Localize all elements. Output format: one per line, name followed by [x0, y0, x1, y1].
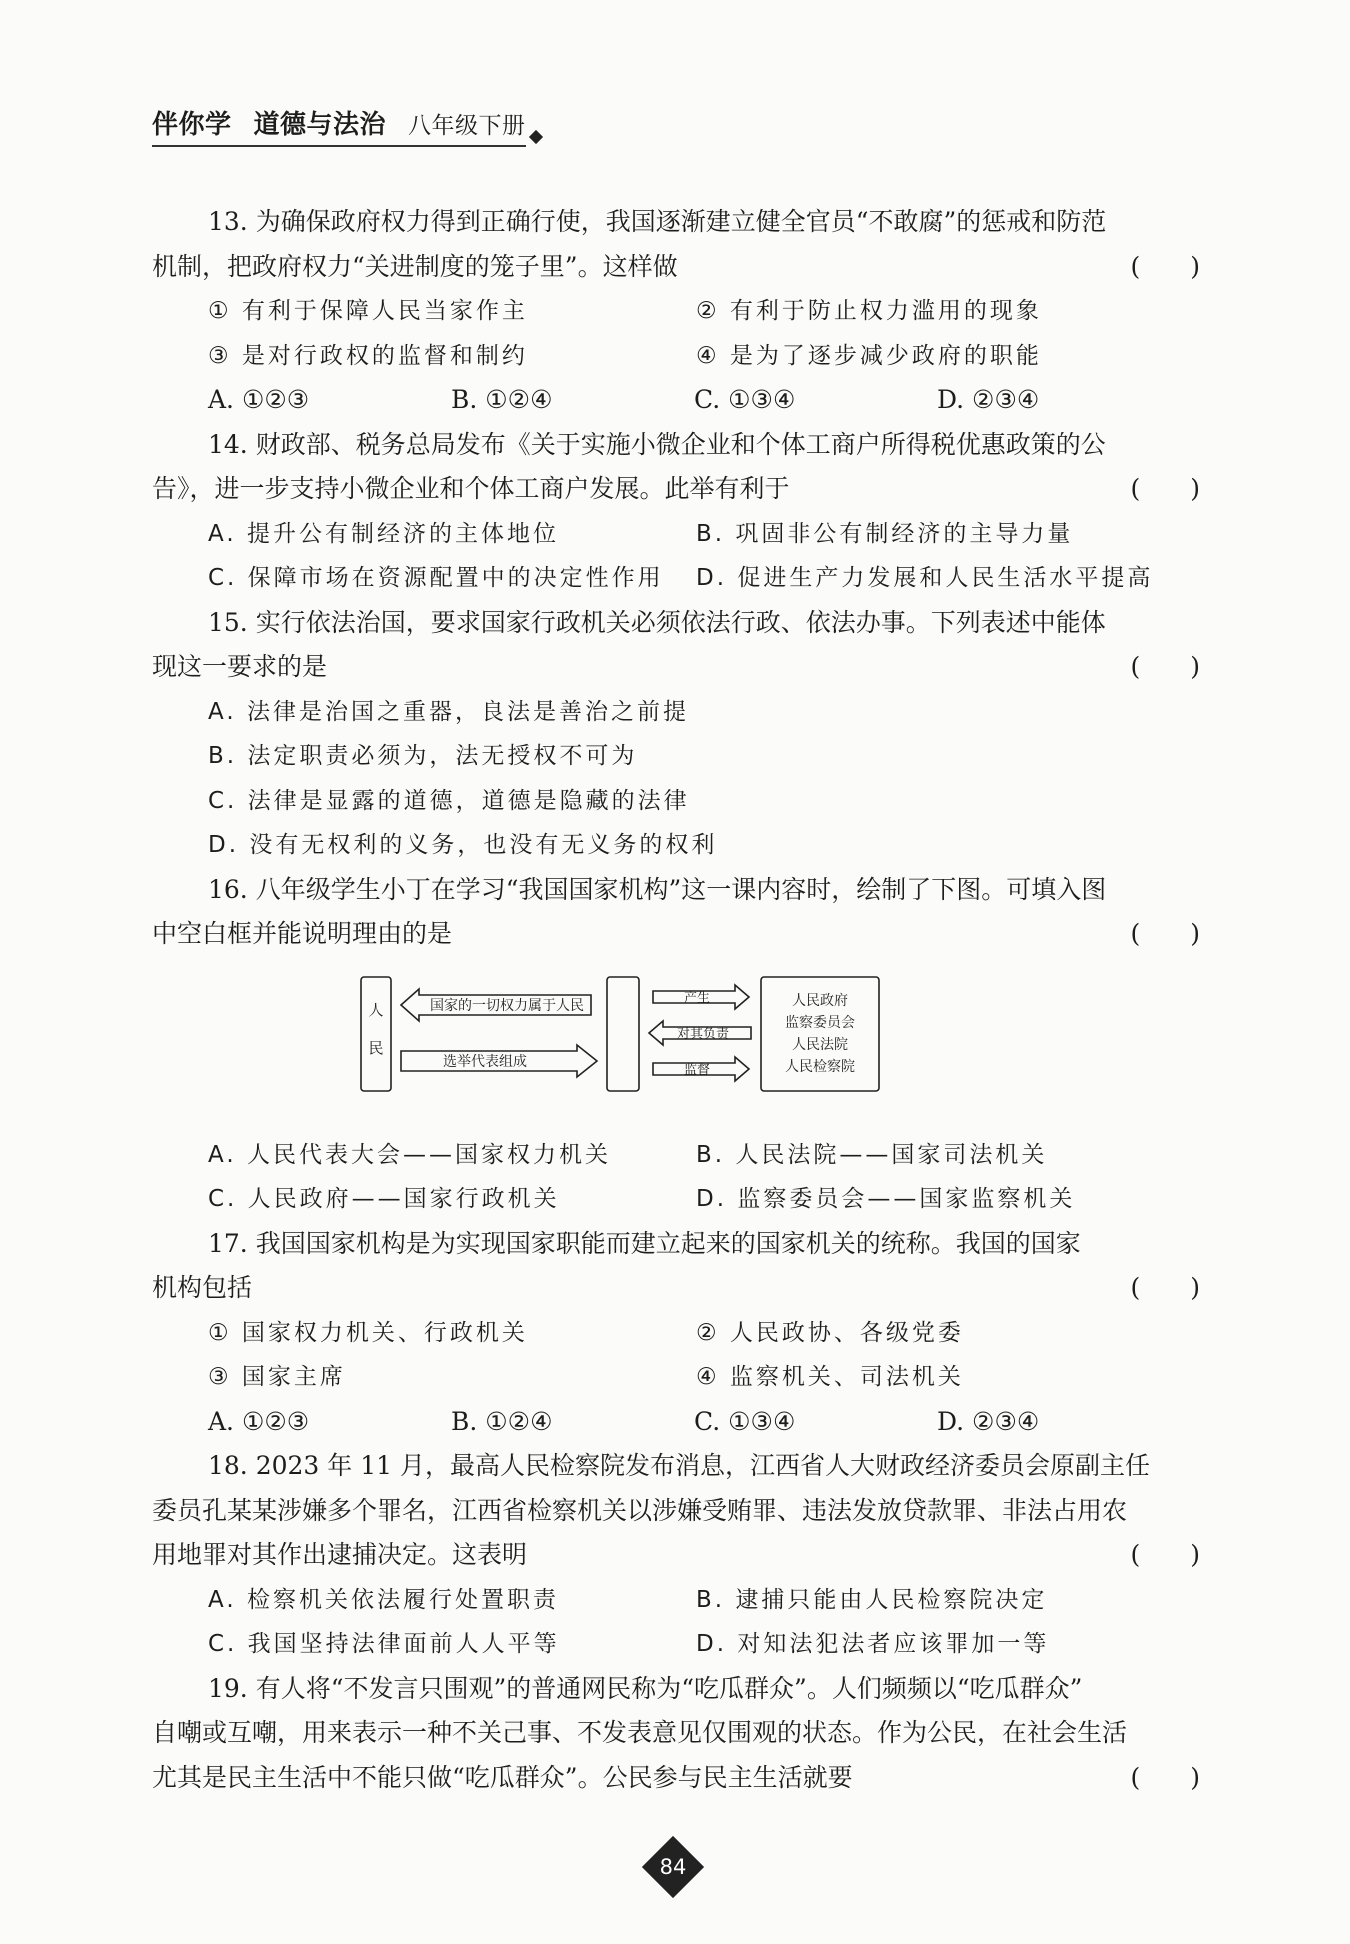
statement-item: ② 有利于防止权力滥用的现象 — [696, 298, 1042, 324]
organ-supervision: 监察委员会 — [785, 1014, 855, 1031]
produce-arrow-label: 产生 — [683, 990, 711, 1006]
choice-row — [152, 556, 1202, 601]
choice-d: D. 促进生产力发展和人民生活水平提高 — [696, 565, 1154, 591]
choice-d: D. 对知法犯法者应该罪加一等 — [696, 1631, 1050, 1657]
choice-d: D. ②③④ — [937, 1406, 1040, 1436]
question-17 — [152, 1222, 1202, 1445]
question-text-line: 机制，把政府权力“关进制度的笼子里”。这样做 ( ) — [152, 245, 1202, 290]
choice-b: B. 巩固非公有制经济的主导力量 — [696, 520, 1074, 547]
question-text: 15. 实行依法治国，要求国家行政机关必须依法行政、依法办事。下列表述中能体 — [208, 607, 1106, 637]
choice-row — [152, 1177, 1202, 1222]
power-arrow-label: 国家的一切权力属于人民 — [430, 997, 584, 1014]
question-text-line: 用地罪对其作出逮捕决定。这表明 ( ) — [152, 1533, 1202, 1578]
question-13 — [152, 200, 1202, 423]
question-text-line: 机构包括 ( ) — [152, 1266, 1202, 1311]
question-18 — [152, 1444, 1202, 1667]
book-title: 伴你学 — [152, 110, 232, 140]
organ-court: 人民法院 — [792, 1036, 848, 1053]
choice-d: D. 监察委员会——国家监察机关 — [696, 1186, 1076, 1212]
choice-a: A. ①②③ — [208, 385, 310, 414]
answer-paren: ( ) — [1130, 919, 1200, 948]
choice-d: D. ②③④ — [937, 385, 1040, 414]
header-diamond-icon — [529, 130, 543, 144]
choice-a: A. ①②③ — [208, 1406, 310, 1436]
choice-row — [152, 512, 1202, 557]
question-16 — [152, 868, 1202, 1222]
question-text-line: 中空白框并能说明理由的是 ( ) — [152, 912, 1202, 957]
blank-box — [607, 977, 639, 1091]
choice-b: B. 逮捕只能由人民检察院决定 — [696, 1586, 1048, 1613]
answer-paren: ( ) — [1130, 1273, 1200, 1302]
question-text: 16. 八年级学生小丁在学习“我国国家机构”这一课内容时，绘制了下图。可填入图 — [208, 874, 1107, 904]
choice-c: C. ①③④ — [694, 1406, 796, 1436]
choice-b: B. 法定职责必须为，法无授权不可为 — [208, 743, 638, 769]
choice-b: B. 人民法院——国家司法机关 — [696, 1141, 1048, 1168]
subject-title: 道德与法治 — [253, 110, 387, 140]
question-text-line: 告》，进一步支持小微企业和个体工商户发展。此举有利于 ( ) — [152, 467, 1202, 512]
choice-a: A. 人民代表大会——国家权力机关 — [208, 1141, 611, 1168]
answer-paren: ( ) — [1130, 251, 1200, 281]
questions-area — [152, 200, 1202, 1800]
statement-item: ② 人民政协、各级党委 — [696, 1319, 964, 1346]
choice-c: C. ①③④ — [694, 385, 796, 414]
statement-row — [152, 289, 1202, 334]
state-organ-diagram-svg — [357, 975, 997, 1107]
statement-row — [152, 1355, 1202, 1400]
choice-c: C. 人民政府——国家行政机关 — [208, 1186, 560, 1212]
choice-c: C. 保障市场在资源配置中的决定性作用 — [208, 565, 664, 591]
statement-row — [152, 1311, 1202, 1356]
answer-paren: ( ) — [1130, 1762, 1200, 1792]
question-14 — [152, 423, 1202, 601]
supervise-arrow-label: 监督 — [683, 1062, 711, 1078]
choice-row — [152, 1578, 1202, 1623]
question-text: 18. 2023 年 11 月，最高人民检察院发布消息，江西省人大财政经济委员会原副主任 — [208, 1451, 1150, 1480]
choice-a: A. 检察机关依法履行处置职责 — [208, 1586, 559, 1613]
organ-procuratorate: 人民检察院 — [785, 1058, 855, 1075]
choice-row — [152, 1400, 1202, 1445]
people-char-1: 人 — [368, 1000, 384, 1019]
statement-item: ③ 国家主席 — [208, 1364, 346, 1390]
statement-item: ① 有利于保障人民当家作主 — [208, 298, 528, 324]
question-text-line: 自嘲或互嘲，用来表示一种不关己事、不发表意见仅围观的状态。作为公民，在社会生活 — [152, 1718, 1128, 1747]
answer-paren: ( ) — [1130, 1540, 1200, 1569]
choice-row — [152, 1133, 1202, 1178]
state-organ-diagram — [152, 957, 1202, 1133]
elect-arrow-label: 选举代表组成 — [443, 1053, 527, 1070]
choice-d: D. 没有无权利的义务，也没有无义务的权利 — [208, 832, 718, 858]
people-box — [361, 977, 391, 1091]
choice-row — [152, 1622, 1202, 1667]
choice-a: A. 提升公有制经济的主体地位 — [208, 520, 559, 547]
statement-row — [152, 334, 1202, 379]
responsible-arrow-label: 对其负责 — [676, 1026, 730, 1042]
organ-government: 人民政府 — [792, 992, 848, 1009]
statement-item: ④ 监察机关、司法机关 — [696, 1364, 964, 1390]
question-text: 19. 有人将“不发言只围观”的普通网民称为“吃瓜群众”。人们频频以“吃瓜群众” — [208, 1673, 1083, 1703]
choice-c: C. 我国坚持法律面前人人平等 — [208, 1631, 560, 1657]
question-text-line: 委员孔某某涉嫌多个罪名，江西省检察机关以涉嫌受贿罪、违法发放贷款罪、非法占用农 — [152, 1495, 1128, 1525]
question-19 — [152, 1667, 1202, 1801]
statement-item: ① 国家权力机关、行政机关 — [208, 1319, 528, 1346]
question-text: 17. 我国国家机构是为实现国家职能而建立起来的国家机关的统称。我国的国家 — [208, 1228, 1081, 1258]
answer-paren: ( ) — [1130, 474, 1200, 503]
choice-b: B. ①②④ — [451, 385, 553, 414]
statement-item: ③ 是对行政权的监督和制约 — [208, 342, 528, 369]
choice-a: A. 法律是治国之重器，良法是善治之前提 — [208, 698, 689, 725]
choice-b: B. ①②④ — [451, 1406, 553, 1436]
answer-paren: ( ) — [1130, 652, 1200, 681]
grade-label: 八年级下册 — [408, 113, 526, 139]
question-text: 14. 财政部、税务总局发布《关于实施小微企业和个体工商户所得税优惠政策的公 — [208, 429, 1106, 459]
question-15 — [152, 601, 1202, 868]
page-number: 84 — [659, 1855, 687, 1879]
question-text-line: 现这一要求的是 ( ) — [152, 645, 1202, 690]
question-text-line: 尤其是民主生活中不能只做“吃瓜群众”。公民参与民主生活就要 ( ) — [152, 1756, 1202, 1801]
people-char-2: 民 — [368, 1038, 384, 1057]
question-text: 13. 为确保政府权力得到正确行使，我国逐渐建立健全官员“不敢腐”的惩戒和防范 — [208, 207, 1107, 236]
choice-row — [152, 378, 1202, 423]
page-header — [152, 104, 526, 147]
statement-item: ④ 是为了逐步减少政府的职能 — [696, 342, 1042, 369]
choice-c: C. 法律是显露的道德，道德是隐藏的法律 — [208, 787, 690, 814]
